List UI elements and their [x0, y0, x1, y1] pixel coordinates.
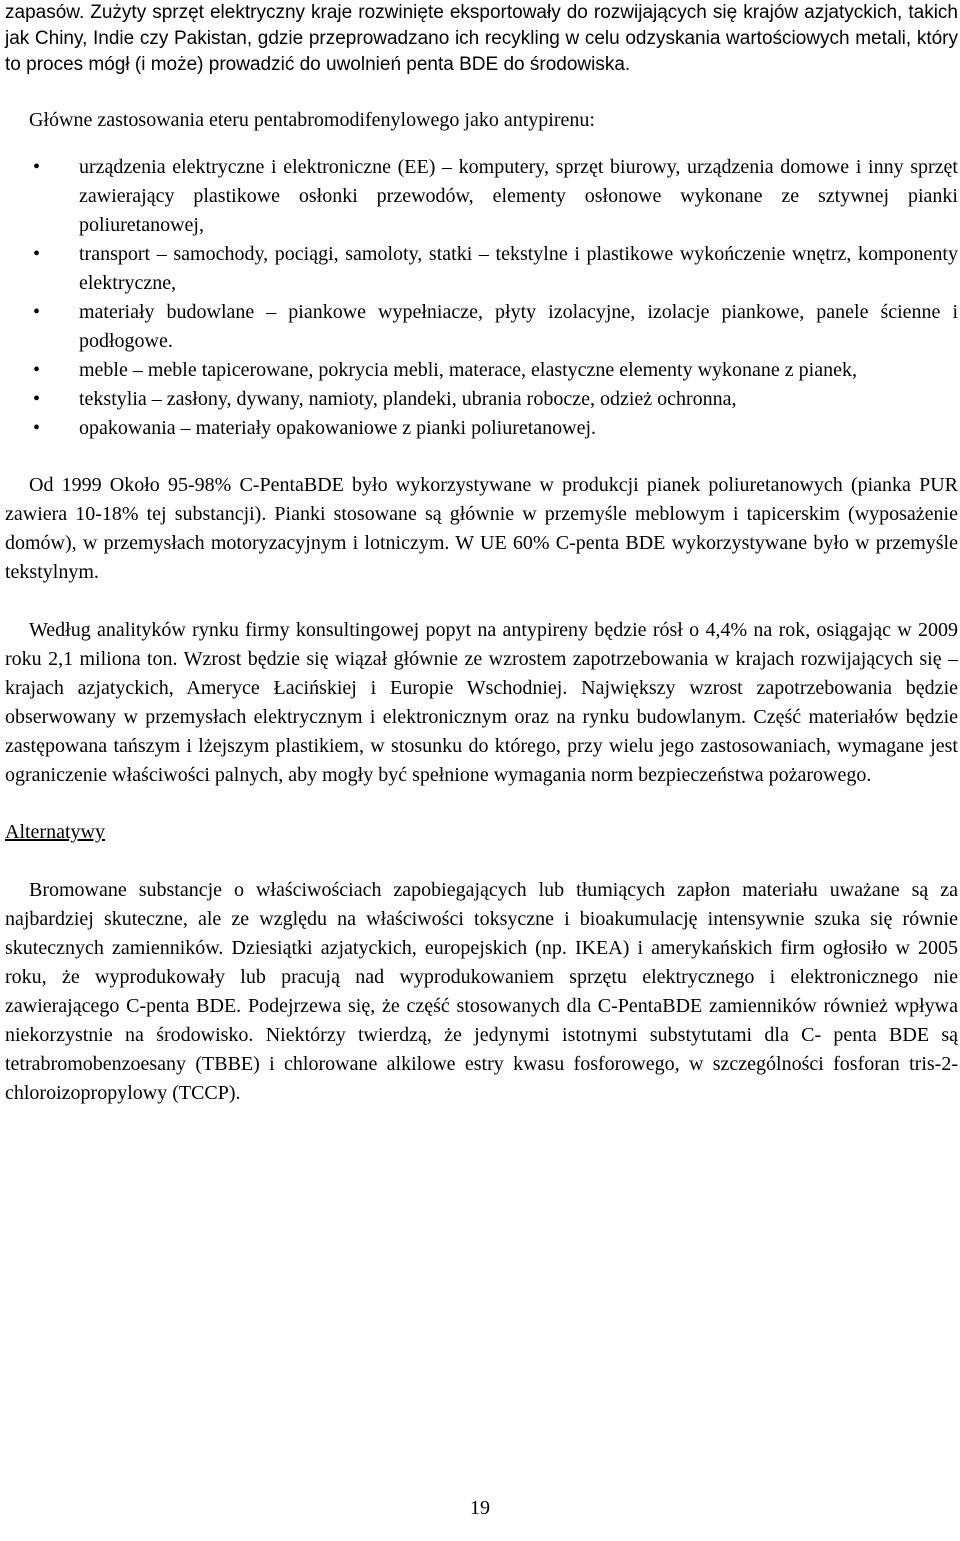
bullet-icon: • [33, 388, 41, 410]
list-item [5, 153, 958, 240]
intro-paragraph: zapasów. Zużyty sprzęt elektryczny kraje rozwinięte eksportowały do rozwijających się krajów azjatyckich, takich jak Chiny, Indie czy Pakistan, gdzie przeprowadzano ich recykling w celu odzyskania wartościowych metali, który to proces mógł (i może) prowadzić do uwolnień penta BDE do środowiska. [5, 2, 958, 75]
market-paragraph: Według analityków rynku firmy konsultingowej popyt na antypireny będzie rósł o 4,4% na rok, osiągając w 2009 roku 2,1 miliona ton. Wzrost będzie się wiązał głównie ze wzrostem zapotrzebowania w krajach rozwijających się – krajach azjatyckich, Ameryce Łacińskiej i Europie Wschodniej. Największy wzrost zapotrzebowania będzie obserwowany w przemysłach elektrycznym i elektronicznym oraz na rynku budowlanym. Część materiałów będzie zastępowana tańszym i lżejszym plastikiem, w stosunku do którego, przy wielu jego zastosowaniach, wymagane jest ograniczenie właściwości palnych, aby mogły być spełnione wymagania norm bezpieczeństwa pożarowego. [5, 619, 958, 786]
list-item [5, 298, 958, 356]
bullet-icon: • [33, 156, 41, 178]
list-item-text: urządzenia elektryczne i elektroniczne (EE) – komputery, sprzęt biurowy, urządzenia domowe i inny sprzęt zawierający plastikowe osłonki przewodów, elementy osłonowe wykonane ze sztywnej pianki poliuretanowej, [79, 156, 958, 236]
uses-intro: Główne zastosowania eteru pentabromodifenylowego jako antypirenu: [29, 109, 595, 131]
list-item [5, 356, 958, 385]
section-heading-alternatives: Alternatywy [5, 821, 105, 843]
list-item [5, 414, 958, 443]
list-item [5, 385, 958, 414]
alternatives-paragraph: Bromowane substancje o właściwościach zapobiegających lub tłumiących zapłon materiału uważane są za najbardziej skuteczne, ale ze względu na właściwości toksyczne i bioakumulację intensywnie szuka się równie skutecznych zamienników. Dziesiątki azjatyckich, europejskich (np. IKEA) i amerykańskich firm ogłosiło w 2005 roku, że wyprodukowały lub pracują nad wyprodukowaniem sprzętu elektrycznego i elektronicznego nie zawierającego C-penta BDE. Podejrzewa się, że część stosowanych dla C-PentaBDE zamienników również wpływa niekorzystnie na środowisko. Niektórzy twierdzą, że jedynymi istotnymi substytutami dla C- penta BDE są tetrabromobenzoesany (TBBE) i chlorowane alkilowe estry kwasu fosforowego, w szczególności fosforan tris-2-chloroizopropylowy (TCCP). [5, 879, 958, 1104]
penta-usage-paragraph: Od 1999 Około 95-98% C-PentaBDE było wykorzystywane w produkcji pianek poliuretanowych (pianka PUR zawiera 10-18% tej substancji). Pianki stosowane są głównie w przemyśle meblowym i tapicerskim (wyposażenie domów), w przemysłach motoryzacyjnym i lotniczym. W UE 60% C-penta BDE wykorzystywane było w przemyśle tekstylnym. [5, 474, 958, 583]
list-item-text: opakowania – materiały opakowaniowe z pianki poliuretanowej. [79, 417, 597, 439]
list-item-text: tekstylia – zasłony, dywany, namioty, plandeki, ubrania robocze, odzież ochronna, [79, 388, 737, 410]
list-item-text: meble – meble tapicerowane, pokrycia mebli, materace, elastyczne elementy wykonane z pianek, [79, 359, 857, 381]
document-page [5, 0, 958, 1108]
bullet-icon: • [33, 359, 41, 381]
bullet-icon: • [33, 301, 41, 323]
list-item-text: transport – samochody, pociągi, samoloty, statki – tekstylne i plastikowe wykończenie wnętrz, komponenty elektryczne, [79, 243, 958, 294]
uses-list [5, 153, 958, 443]
bullet-icon: • [33, 417, 41, 439]
page-number: 19 [470, 1497, 490, 1519]
list-item [5, 240, 958, 298]
bullet-icon: • [33, 243, 41, 265]
list-item-text: materiały budowlane – piankowe wypełniacze, płyty izolacyjne, izolacje piankowe, panele ścienne i podłogowe. [79, 301, 958, 352]
